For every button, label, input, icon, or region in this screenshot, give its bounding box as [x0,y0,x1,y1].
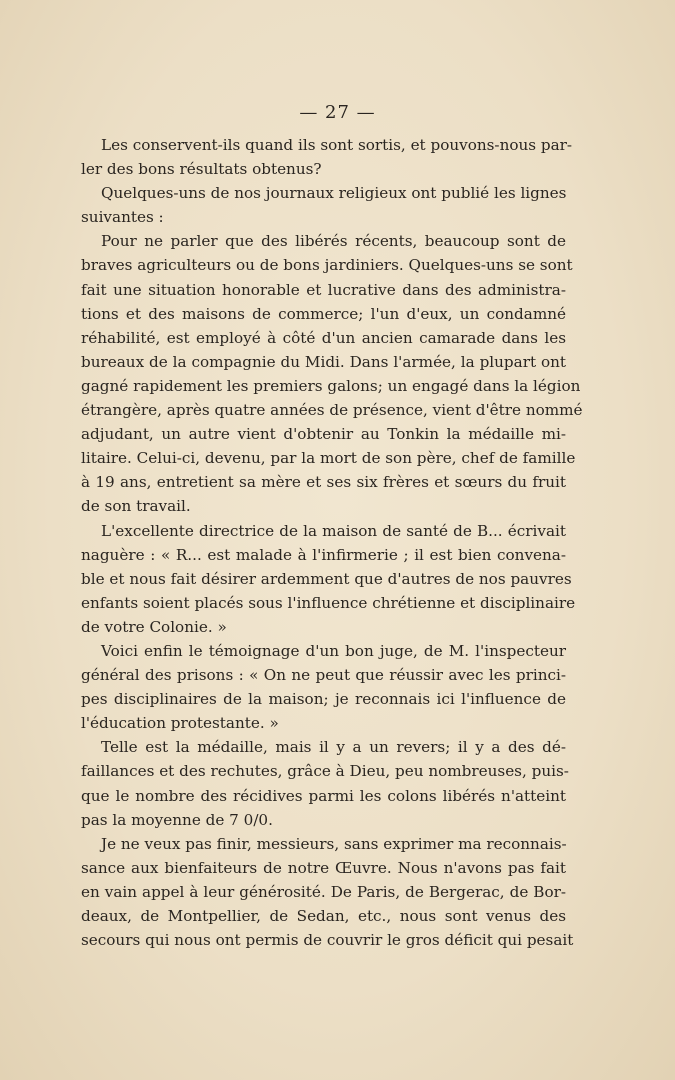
text-line: Quelques-uns de nos journaux religieux ont publié les lignes [101,184,567,203]
text-line: litaire. Celui-ci, devenu, par la mort de son père, chef de famille [81,449,576,468]
page-number: — 27 — [299,102,376,123]
text-line: enfants soient placés sous l'influence chrétienne et disciplinaire [81,593,576,612]
text-line: adjudant, un autre vient d'obtenir au Tonkin la médaille mi- [81,425,566,444]
text-line: Pour ne parler que des libérés récents, beaucoup sont de [101,232,566,251]
text-line: secours qui nous ont permis de couvrir le gros déficit qui pesait [81,931,574,950]
text-line: ble et nous fait désirer ardemment que d'autres de nos pauvres [81,569,572,588]
text-line: ler des bons résultats obtenus? [81,160,322,179]
text-line: étrangère, après quatre années de présence, vient d'être nommé [81,401,583,420]
text-line: de son travail. [81,497,191,516]
text-line: Je ne veux pas finir, messieurs, sans exprimer ma reconnais- [101,834,567,853]
text-line: fait une situation honorable et lucrative dans des administra- [81,280,566,299]
text-line: braves agriculteurs ou de bons jardiniers. Quelques-uns se sont [81,256,573,275]
text-line: à 19 ans, entretient sa mère et ses six frères et sœurs du fruit [81,473,566,492]
text-line: l'éducation protestante. » [81,714,279,733]
text-line: Les conservent-ils quand ils sont sortis, et pouvons-nous par- [101,136,573,154]
text-line: tions et des maisons de commerce; l'un d'eux, un condamné [81,304,566,323]
text-line: faillances et des rechutes, grâce à Dieu, peu nombreuses, puis- [81,762,569,781]
text-line: de votre Colonie. » [81,617,227,636]
body-text [81,133,583,952]
text-line: en vain appel à leur générosité. De Paris, de Bergerac, de Bor- [81,882,566,901]
text-line: suivantes : [81,208,164,227]
text-line: général des prisons : « On ne peut que réussir avec les princi- [81,666,566,685]
text-line: sance aux bienfaiteurs de notre Œuvre. Nous n'avons pas fait [81,858,566,877]
text-line: Voici enfin le témoignage d'un bon juge, de M. l'inspecteur [101,641,566,660]
text-line: gagné rapidement les premiers galons; un engagé dans la légion [81,376,581,395]
text-line: Telle est la médaille, mais il y a un revers; il y a des dé- [101,738,566,757]
text-line: pes disciplinaires de la maison; je reconnais ici l'influence de [81,690,566,709]
text-line: réhabilité, est employé à côté d'un ancien camarade dans les [81,328,566,347]
text-line: bureaux de la compagnie du Midi. Dans l'armée, la plupart ont [81,352,566,371]
text-line: deaux, de Montpellier, de Sedan, etc., nous sont venus des [81,907,566,925]
text-line: que le nombre des récidives parmi les colons libérés n'atteint [81,786,566,805]
text-line: pas la moyenne de 7 0/0. [81,810,273,829]
text-line: naguère : « R... est malade à l'infirmerie ; il est bien convena- [81,545,566,564]
text-line: L'excellente directrice de la maison de santé de B... écrivait [101,521,566,540]
